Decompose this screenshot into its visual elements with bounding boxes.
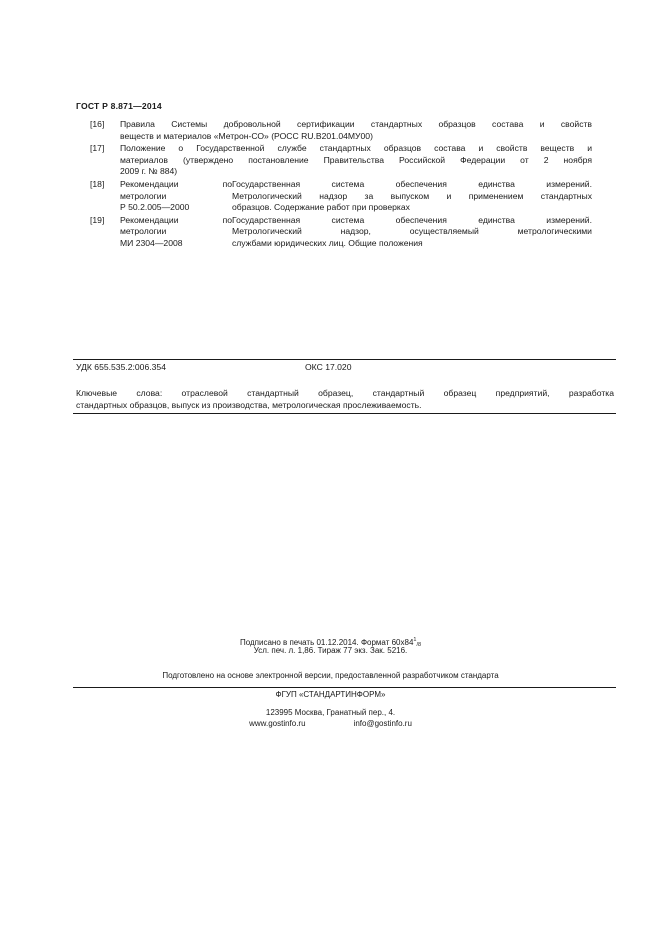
publisher-contacts: [0, 718, 661, 730]
bibliography-entry: [90, 143, 592, 178]
bibliography-entry-doc-type: по: [222, 178, 232, 189]
keywords-line: Ключевые слова: отраслевой стандартный образец, стандартный образец предприятий, разработка: [76, 388, 614, 398]
bibliography-entry-line: Положение о Государственной службе стандартных образцов состава и свойств веществ и: [120, 143, 592, 154]
publisher-website-link[interactable]: www.gostinfo.ru: [249, 719, 306, 728]
bibliography-entry-doc-type: Рекомендации: [120, 178, 179, 189]
bibliography-entry-doc-type: метрологии: [120, 190, 167, 201]
bibliography-entry-text: [232, 179, 592, 214]
bibliography-entry-doc-type: по: [222, 214, 232, 225]
imprint-signed-text: Подписано в печать 01.12.2014. Формат 60x84: [239, 638, 414, 647]
bibliography-entry-line: веществ и материалов «Метрон-СО» (РОСС RU.B201.04МУ00): [120, 130, 373, 141]
bibliography-entry-line: Государственная система обеспечения единства измерений.: [232, 214, 592, 225]
keywords-block: [76, 387, 614, 411]
bibliography-entry-designation: [120, 179, 232, 214]
udk-code: УДК 655.535.2:006.354: [76, 362, 166, 372]
bibliography-entry-text: [120, 143, 592, 178]
keywords-bottom-divider: [73, 413, 616, 414]
format-fraction-numerator: 1: [413, 637, 417, 643]
bibliography-entry-doc-type: Рекомендации: [120, 214, 179, 225]
bibliography-entry-line: Метрологический надзор за выпуском и применением стандартных: [232, 190, 592, 201]
bibliography-entry-text: [232, 215, 592, 250]
imprint-print-info: Усл. печ. л. 1,86. Тираж 77 экз. Зак. 5216.: [253, 646, 408, 655]
bibliography-entry-line: Метрологический надзор, осуществляемый метрологическими: [232, 226, 592, 237]
bibliography-list: [90, 119, 592, 251]
bibliography-entry: [90, 179, 592, 214]
bibliography-entry-line: 2009 г. № 884): [120, 166, 178, 177]
bibliography-entry-line: Государственная система обеспечения единства измерений.: [232, 178, 592, 189]
bibliography-entry-line: Правила Системы добровольной сертификации стандартных образцов состава и свойств: [120, 119, 592, 129]
bibliography-entry: [90, 215, 592, 250]
oks-code: ОКС 17.020: [305, 362, 352, 372]
bibliography-entry-doc-code: Р 50.2.005—2000: [120, 202, 190, 213]
bibliography-entry-text: [120, 119, 592, 142]
bibliography-entry-number: [18]: [90, 178, 105, 189]
document-code-header: ГОСТ Р 8.871—2014: [76, 101, 162, 111]
publisher-email-link[interactable]: info@gostinfo.ru: [353, 719, 412, 728]
publisher-divider: [73, 687, 616, 688]
publisher-address: 123995 Москва, Гранатный пер., 4.: [265, 708, 396, 717]
publisher-name: ФГУП «СТАНДАРТИНФОРМ»: [275, 690, 386, 699]
keywords-line: стандартных образцов, выпуск из производства, метрологическая прослеживаемость.: [76, 400, 422, 410]
imprint-prepared-note: Подготовлено на основе электронной версии, предоставленной разработчиком стандарта: [162, 671, 499, 680]
bibliography-entry-line: материалов (утверждено постановление Правительства Российской Федерации от 2 ноября: [120, 154, 592, 165]
bibliography-entry-number: [17]: [90, 143, 105, 154]
bibliography-entry-doc-code: МИ 2304—2008: [120, 237, 183, 248]
bibliography-entry-number: [16]: [90, 119, 105, 129]
bibliography-entry-line: службами юридических лиц. Общие положения: [232, 237, 423, 248]
bibliography-entry: [90, 119, 592, 142]
bibliography-entry-line: образцов. Содержание работ при проверках: [232, 202, 410, 213]
format-fraction-denominator: /8: [416, 642, 422, 648]
bibliography-entry-doc-type: метрологии: [120, 226, 167, 237]
bibliography-entry-number: [19]: [90, 214, 105, 225]
bibliography-entry-designation: [120, 215, 232, 250]
classification-top-divider: [73, 359, 616, 360]
